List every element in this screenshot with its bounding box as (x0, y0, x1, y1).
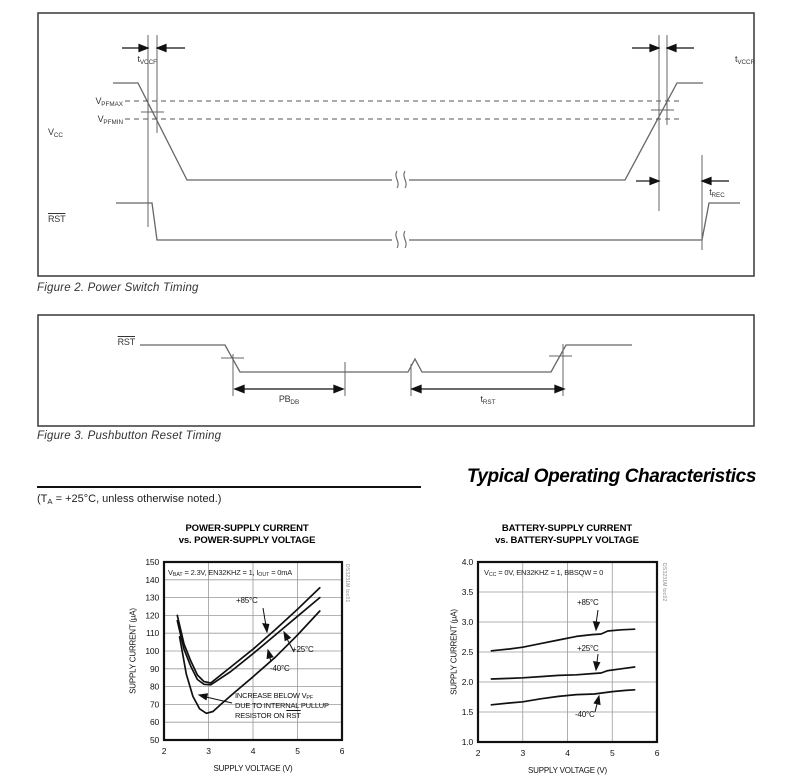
series-curve (177, 598, 319, 685)
chart1-conditions: $V_{BAT} = 2.3V$, EN32KHZ = 1, $I_{OUT} = 0mA$ (168, 568, 293, 579)
figure3-border (38, 315, 754, 426)
rst-label: $\overline{RST}$ (117, 337, 135, 347)
vcc-label: $V_{CC}$ (48, 127, 63, 139)
v-pfmax-label: $V_{PFMAX}$ (95, 96, 123, 108)
chart-battery-supply-current (440, 520, 690, 780)
chart1-series-label-40: -40°C (270, 664, 290, 673)
guide-lines (233, 344, 563, 396)
tick-label: 1.0 (461, 737, 473, 747)
figure2-caption: Figure 2. Power Switch Timing (37, 282, 199, 294)
tick-label: 3.0 (461, 617, 473, 627)
tick-label: 5 (295, 746, 300, 756)
t-vccf-label: $t_{VCCF}$ (137, 54, 157, 66)
figure3-timing-diagram (37, 314, 755, 427)
guide-lines (148, 35, 702, 250)
measure-cross-ticks (141, 110, 674, 112)
figure3-caption: Figure 3. Pushbutton Reset Timing (37, 430, 222, 442)
tick-label: 90 (149, 663, 159, 674)
chart2-tick-labels (462, 557, 660, 758)
tick-label: 5 (609, 748, 615, 758)
chart1-series-label-85: +85°C (236, 596, 258, 605)
measure-cross-ticks (221, 356, 572, 358)
chart2-y-axis-title: SUPPLY CURRENT (µA) (449, 609, 459, 695)
threshold-dashed-lines (125, 101, 683, 119)
rst-waveform (140, 345, 632, 372)
tick-label: 1.5 (461, 707, 473, 717)
chart-power-supply-current (120, 520, 370, 780)
chart1-title-line2: vs. POWER-SUPPLY VOLTAGE (178, 535, 316, 546)
chart1-svg (120, 520, 370, 780)
tick-label: 3 (520, 748, 526, 758)
tick-label: 120 (145, 610, 159, 621)
chart2-watermark: DS3231M toc02 (661, 563, 667, 602)
chart2-grid (478, 562, 657, 742)
chart2-series (491, 629, 634, 705)
tick-label: 2 (161, 746, 167, 756)
chart1-series-label-25: +25°C (292, 645, 314, 654)
tick-label: 50 (149, 735, 159, 745)
chart2-series-label-25: +25°C (577, 644, 599, 653)
figure2-timing-diagram (37, 12, 755, 277)
tick-label: 4 (565, 748, 570, 758)
tick-label: 70 (149, 699, 159, 710)
chart2-series-label-85: +85°C (577, 598, 599, 607)
chart1-y-axis-title: SUPPLY CURRENT (µA) (128, 608, 138, 694)
v-pfmin-label: $V_{PFMIN}$ (97, 114, 123, 126)
section-title: Typical Operating Characteristics (466, 466, 756, 487)
tick-label: 2 (475, 748, 481, 758)
pbdb-label: $PB_{DB}$ (278, 394, 300, 406)
t-vccr-label: $t_{VCCR}$ (735, 54, 756, 66)
chart1-annotation-line2: DUE TO INTERNAL PULLUP (235, 701, 329, 710)
tick-label: 60 (149, 717, 159, 728)
series-curve (491, 667, 634, 679)
tick-label: 80 (149, 681, 159, 692)
t-rec-label: $t_{REC}$ (709, 187, 725, 199)
chart2-x-axis-title: SUPPLY VOLTAGE (V) (528, 766, 607, 775)
tick-label: 150 (145, 557, 159, 567)
chart1-annotation-line1: INCREASE BELOW $V_{PF}$ (235, 691, 314, 702)
tick-label: 6 (654, 748, 660, 758)
tick-label: 140 (145, 574, 159, 585)
chart2-title-line1: BATTERY-SUPPLY CURRENT (501, 523, 633, 534)
chart1-x-axis-title: SUPPLY VOLTAGE (V) (213, 764, 293, 773)
rst-label: $\overline{RST}$ (48, 214, 66, 224)
tick-label: 100 (145, 646, 159, 656)
section-rule (37, 486, 421, 488)
trst-label: $t_{RST}$ (480, 394, 496, 406)
dimension-arrows (122, 45, 729, 185)
chart2-callout-arrows (594, 610, 601, 712)
chart1-annotation-line3: RESISTOR ON $\overline{RST}$ (235, 711, 301, 720)
tick-label: 3 (206, 746, 211, 756)
tick-label: 3.5 (461, 587, 473, 597)
rst-waveform (116, 203, 740, 240)
tick-label: 2.5 (461, 647, 473, 657)
tick-label: 6 (339, 746, 345, 756)
chart1-watermark: DS3231M toc01 (344, 564, 350, 603)
section-note: ($T_A = +25^\circ C$, unless otherwise noted.) (37, 493, 222, 507)
chart1-title-line1: POWER-SUPPLY CURRENT (185, 523, 309, 534)
chart2-svg (440, 520, 690, 780)
tick-label: 130 (145, 592, 159, 603)
vcc-waveform (113, 83, 703, 180)
figure3-svg (37, 314, 755, 427)
chart2-title-line2: vs. BATTERY-SUPPLY VOLTAGE (495, 535, 639, 546)
chart2-series-label-40: -40°C (575, 710, 595, 719)
figure2-svg (37, 12, 755, 277)
tick-label: 4.0 (461, 557, 473, 567)
chart2-conditions: $V_{CC} = 0V$, EN32KHZ = 1, BBSQW = 0 (484, 568, 604, 579)
tick-label: 4 (250, 746, 256, 756)
dimension-arrows (235, 386, 564, 393)
break-symbol-icon (396, 171, 406, 248)
tick-label: 110 (146, 628, 159, 639)
series-curve (491, 629, 634, 651)
series-curve (491, 690, 634, 705)
tick-label: 2.0 (461, 677, 473, 687)
